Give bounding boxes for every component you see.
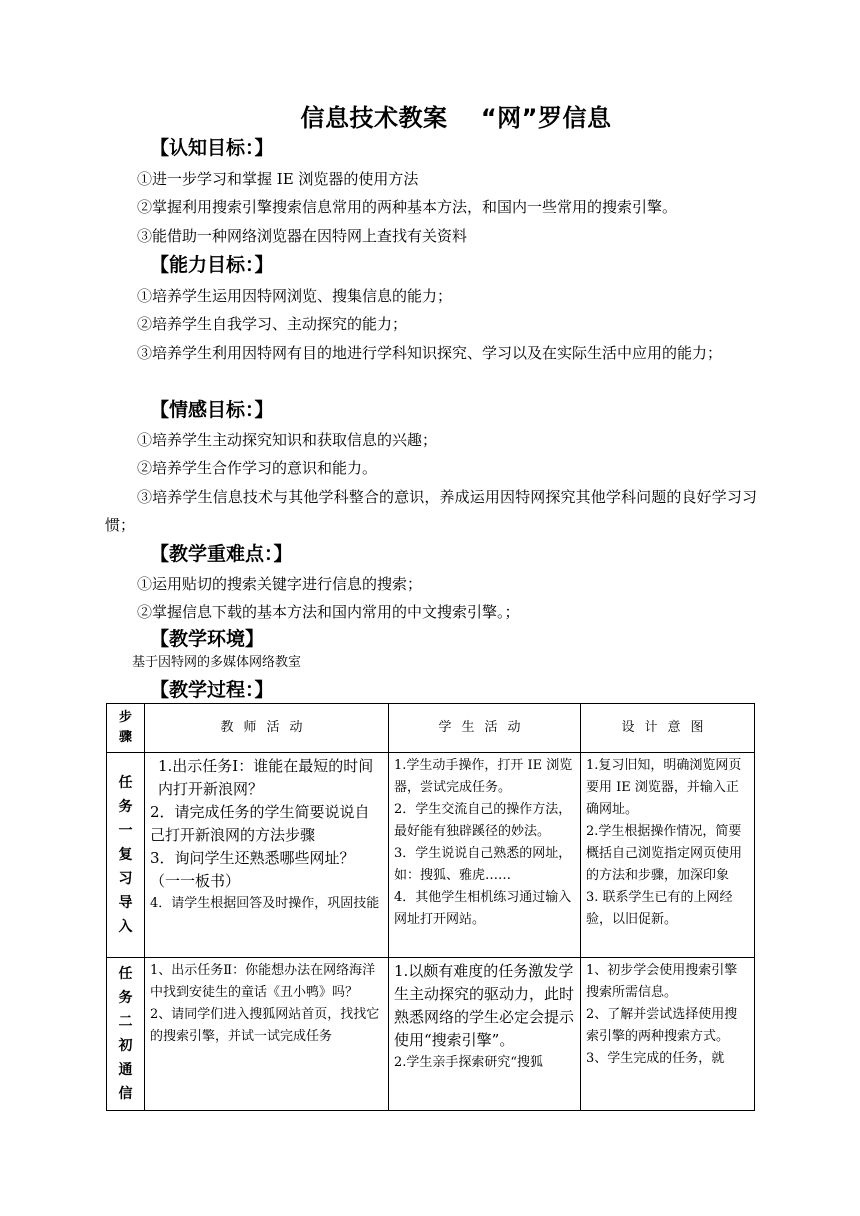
teacher-item: 4．请学生根据回答及时操作，巩固技能 xyxy=(150,896,380,911)
teacher-activity-cell xyxy=(145,753,389,958)
ability-goal-1: ①培养学生运用因特网浏览、搜集信息的能力； xyxy=(137,287,453,305)
environment-text: 基于因特网的多媒体网络教室 xyxy=(132,655,302,670)
student-item: 1.学生动手操作，打开 IE 浏览器，尝试完成任务。 xyxy=(394,758,573,795)
design-item: 1、初步学会使用搜索引擎搜索所需信息。 xyxy=(586,963,738,1000)
emotion-goal-3: ③培养学生信息技术与其他学科整合的意识，养成运用因特网探究其他学科问题的良好学习习惯； xyxy=(105,488,757,534)
emotion-goals-heading: 【情感目标：】 xyxy=(150,399,274,421)
design-intent-cell xyxy=(581,958,755,1111)
student-activity-cell xyxy=(389,753,581,958)
student-item: 2.学生亲手探索研究“搜狐 xyxy=(394,1055,544,1070)
header-design: 设计意图 xyxy=(581,704,755,753)
teacher-activity-cell xyxy=(145,958,389,1111)
ability-goals-heading: 【能力目标：】 xyxy=(150,254,274,276)
student-item: 3．学生说说自己熟悉的网址，如：搜狐、雅虎…… xyxy=(394,846,572,883)
header-teacher: 教师活动 xyxy=(145,704,389,753)
page-title: 信息技术教案 “网”罗信息 xyxy=(300,104,612,132)
student-item: 2．学生交流自己的操作方法，最好能有独辟蹊径的妙法。 xyxy=(394,802,572,839)
cognitive-goal-1: ①进一步学习和掌握 IE 浏览器的使用方法 xyxy=(137,170,419,188)
cognitive-goal-3: ③能借助一种网络浏览器在因特网上查找有关资料 xyxy=(137,227,468,245)
header-student: 学生活动 xyxy=(389,704,581,753)
design-item: 1.复习旧知，明确浏览网页要用 IE 浏览器，并输入正确网址。 xyxy=(586,758,742,817)
design-item: 3. 联系学生已有的上网经验，以旧促新。 xyxy=(586,890,733,927)
table-row xyxy=(107,753,755,958)
design-item: 3、学生完成的任务，就 xyxy=(586,1051,725,1066)
design-intent-cell xyxy=(581,753,755,958)
emotion-goal-1: ①培养学生主动探究知识和获取信息的兴趣； xyxy=(137,431,438,449)
header-step: 步骤 xyxy=(107,704,145,753)
emotion-goal-2: ②培养学生合作学习的意识和能力。 xyxy=(137,459,378,477)
table-row xyxy=(107,958,755,1111)
teacher-item: 3．询问学生还熟悉哪些网址？（一一板书） xyxy=(150,849,355,890)
teacher-item: 2．请完成任务的学生简要说说自己打开新浪网的方法步骤 xyxy=(150,803,370,844)
keypoint-1: ①运用贴切的搜索关键字进行信息的搜索； xyxy=(137,575,423,593)
ability-goal-3: ③培养学生利用因特网有目的地进行学科知识探究、学习以及在实际生活中应用的能力； xyxy=(137,344,723,362)
step-cell: 任务二初通信 xyxy=(107,958,145,1111)
teacher-item: 1.出示任务Ⅰ：谁能在最短的时间内打开新浪网？ xyxy=(158,757,374,798)
cognitive-goals-heading: 【认知目标：】 xyxy=(150,137,274,159)
step-cell: 任务一复习导入 xyxy=(107,753,145,958)
cognitive-goal-2: ②掌握利用搜索引擎搜索信息常用的两种基本方法，和国内一些常用的搜索引擎。 xyxy=(137,198,678,216)
table-header-row xyxy=(107,704,755,753)
design-item: 2.学生根据操作情况，简要概括自己浏览指定网页使用的方法和步骤，加深印象 xyxy=(586,824,743,883)
student-item: 4．其他学生相机练习通过输入网址打开网站。 xyxy=(394,890,572,927)
teacher-item: 2、请同学们进入搜狐网站首页，找找它的搜索引擎，并试一试完成任务 xyxy=(150,1007,380,1044)
teaching-process-table xyxy=(106,703,755,1111)
environment-heading: 【教学环境】 xyxy=(150,628,265,650)
ability-goal-2: ②培养学生自我学习、主动探究的能力； xyxy=(137,315,408,333)
keypoint-2: ②掌握信息下载的基本方法和国内常用的中文搜索引擎。； xyxy=(137,603,520,621)
teacher-item: 1、出示任务Ⅱ：你能想办法在网络海洋中找到安徒生的童话《丑小鸭》吗？ xyxy=(150,963,376,1000)
design-item: 2、了解并尝试选择使用搜索引擎的两种搜索方式。 xyxy=(586,1007,738,1044)
student-item: 1.以颇有难度的任务激发学生主动探究的驱动力，此时熟悉网络的学生必定会提示使用“搜索引擎”。 xyxy=(394,962,575,1049)
process-heading: 【教学过程：】 xyxy=(150,679,274,701)
student-activity-cell xyxy=(389,958,581,1111)
keypoints-heading: 【教学重难点：】 xyxy=(150,543,293,565)
